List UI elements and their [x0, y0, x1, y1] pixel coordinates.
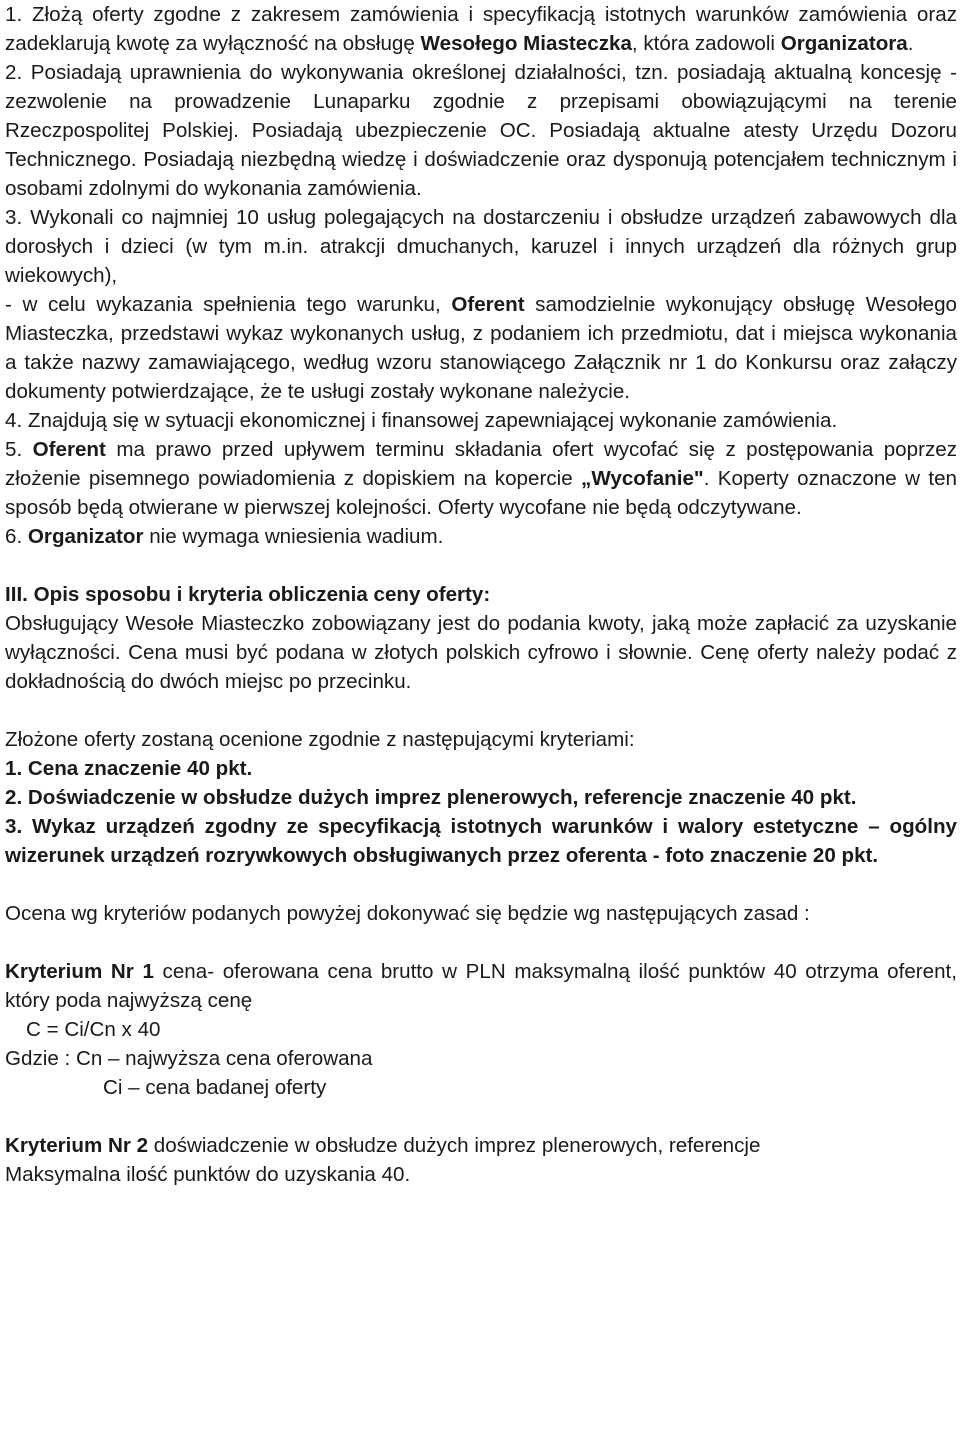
kryterium-1-formula: C = Ci/Cn x 40: [26, 1018, 161, 1041]
condition-2: 2. Posiadają uprawnienia do wykonywania określonej działalności, tzn. posiadają aktualną koncesję - zezwolenie na prowadzenie Lunaparku zgodnie z przepisami obowiązującymi na terenie Rzeczpospolitej Polskiej. Posiadają ubezpieczenie OC. Posiadają aktualne atesty Urzędu Dozoru Technicznego. Posiadają niezbędną wiedzę i doświadczenie oraz dysponują potencjałem technicznym i osobami zdolnymi do wykonania zamówienia.: [5, 61, 957, 200]
section-3-paragraph-2: Złożone oferty zostaną ocenione zgodnie z następującymi kryteriami:: [5, 728, 635, 751]
kryterium-1-text: cena- oferowana cena brutto w PLN maksymalną ilość punktów 40 otrzyma oferent, który poda najwyższą cenę: [5, 960, 958, 1012]
kryterium-1-label: Kryterium Nr 1: [5, 960, 154, 983]
section-3-paragraph-3: Ocena wg kryteriów podanych powyżej dokonywać się będzie wg następujących zasad :: [5, 902, 810, 925]
criterion-1: [5, 754, 957, 783]
kryterium-1-ci: Ci – cena badanej oferty: [103, 1076, 327, 1099]
kryterium-2: [5, 1131, 957, 1160]
kryterium-2-text: doświadczenie w obsłudze dużych imprez plenerowych, referencje: [148, 1134, 761, 1157]
spacer: [5, 696, 957, 725]
criterion-3: [5, 812, 957, 870]
condition-1-bold-organizer: Organizatora: [780, 32, 908, 55]
kryterium-1: [5, 957, 957, 1015]
document-page: [5, 0, 957, 1189]
spacer: [5, 1102, 957, 1131]
spacer: [5, 551, 957, 580]
condition-5-number: 5.: [5, 438, 33, 461]
condition-1-text-3: .: [907, 32, 914, 55]
spacer: [5, 928, 957, 957]
condition-4: 4. Znajdują się w sytuacji ekonomicznej i finansowej zapewniającej wykonanie zamówienia.: [5, 409, 838, 432]
condition-5-bold-oferent: Oferent: [32, 438, 106, 461]
condition-1-bold-amusement-park: Wesołego Miasteczka: [420, 32, 632, 55]
spacer: [5, 870, 957, 899]
condition-5-text: ma prawo przed upływem terminu składania ofert wycofać się z postępowania poprzez złożenie pisemnego powiadomienia z dopiskiem na kopercie: [5, 438, 957, 490]
kryterium-1-where: Gdzie : Cn – najwyższa cena oferowana: [5, 1047, 373, 1070]
section-3-paragraph-1: Obsługujący Wesołe Miasteczko zobowiązany jest do podania kwoty, jaką może zapłacić za uzyskanie wyłączności. Cena musi być podana w złotych polskich cyfrowo i słownie. Cenę oferty należy podać z dokładnością do dwóch miejsc po przecinku.: [5, 612, 957, 693]
condition-5: [5, 435, 957, 522]
condition-3-bold-oferent: Oferent: [451, 293, 525, 316]
condition-6: [5, 522, 957, 551]
condition-3: 3. Wykonali co najmniej 10 usług polegających na dostarczeniu i obsłudze urządzeń zabawowych dla dorosłych i dzieci (w tym m.in. atrakcji dmuchanych, karuzel i innych urządzeń dla różnych grup wiekowych),: [5, 206, 957, 287]
condition-6-bold-organizer: Organizator: [27, 525, 144, 548]
criterion-2-text: 2. Doświadczenie w obsłudze dużych imprez plenerowych, referencje znaczenie 40 pkt.: [5, 786, 857, 809]
condition-5-bold-withdrawal: „Wycofanie": [581, 467, 704, 490]
condition-1: [5, 0, 957, 58]
section-3-heading: [5, 580, 957, 609]
kryterium-2-label: Kryterium Nr 2: [5, 1134, 149, 1157]
criterion-2: [5, 783, 957, 812]
condition-3-proof: [5, 290, 957, 406]
condition-6-text: nie wymaga wniesienia wadium.: [143, 525, 444, 548]
condition-1-text-2: , która zadowoli: [631, 32, 781, 55]
condition-6-number: 6.: [5, 525, 28, 548]
condition-1-text: 1. Złożą oferty zgodne z zakresem zamówienia i specyfikacją istotnych warunków zamówienia oraz zadeklarują kwotę za wyłączność na obsługę: [5, 3, 957, 55]
kryterium-2-max: Maksymalna ilość punktów do uzyskania 40.: [5, 1163, 411, 1186]
section-3-heading-text: III. Opis sposobu i kryteria obliczenia ceny oferty:: [5, 583, 491, 606]
condition-5-text-2: . Koperty oznaczone w ten sposób będą otwierane w pierwszej kolejności. Oferty wycofane nie będą odczytywane.: [5, 467, 957, 519]
condition-3-proof-text: - w celu wykazania spełnienia tego warunku,: [5, 293, 452, 316]
condition-3-proof-text-2: samodzielnie wykonujący obsługę Wesołego Miasteczka, przedstawi wykaz wykonanych usług, z podaniem ich przedmiotu, dat i miejsca wykonania a także nazwy zamawiającego, według wzoru stanowiącego Załącznik nr 1 do Konkursu oraz załączy dokumenty potwierdzające, że te usługi zostały wykonane należycie.: [5, 293, 957, 403]
criterion-1-text: 1. Cena znaczenie 40 pkt.: [5, 757, 253, 780]
criterion-3-text: 3. Wykaz urządzeń zgodny ze specyfikacją istotnych warunków i walory estetyczne – ogólny wizerunek urządzeń rozrywkowych obsługiwanych przez oferenta - foto znaczenie 20 pkt.: [5, 815, 957, 867]
